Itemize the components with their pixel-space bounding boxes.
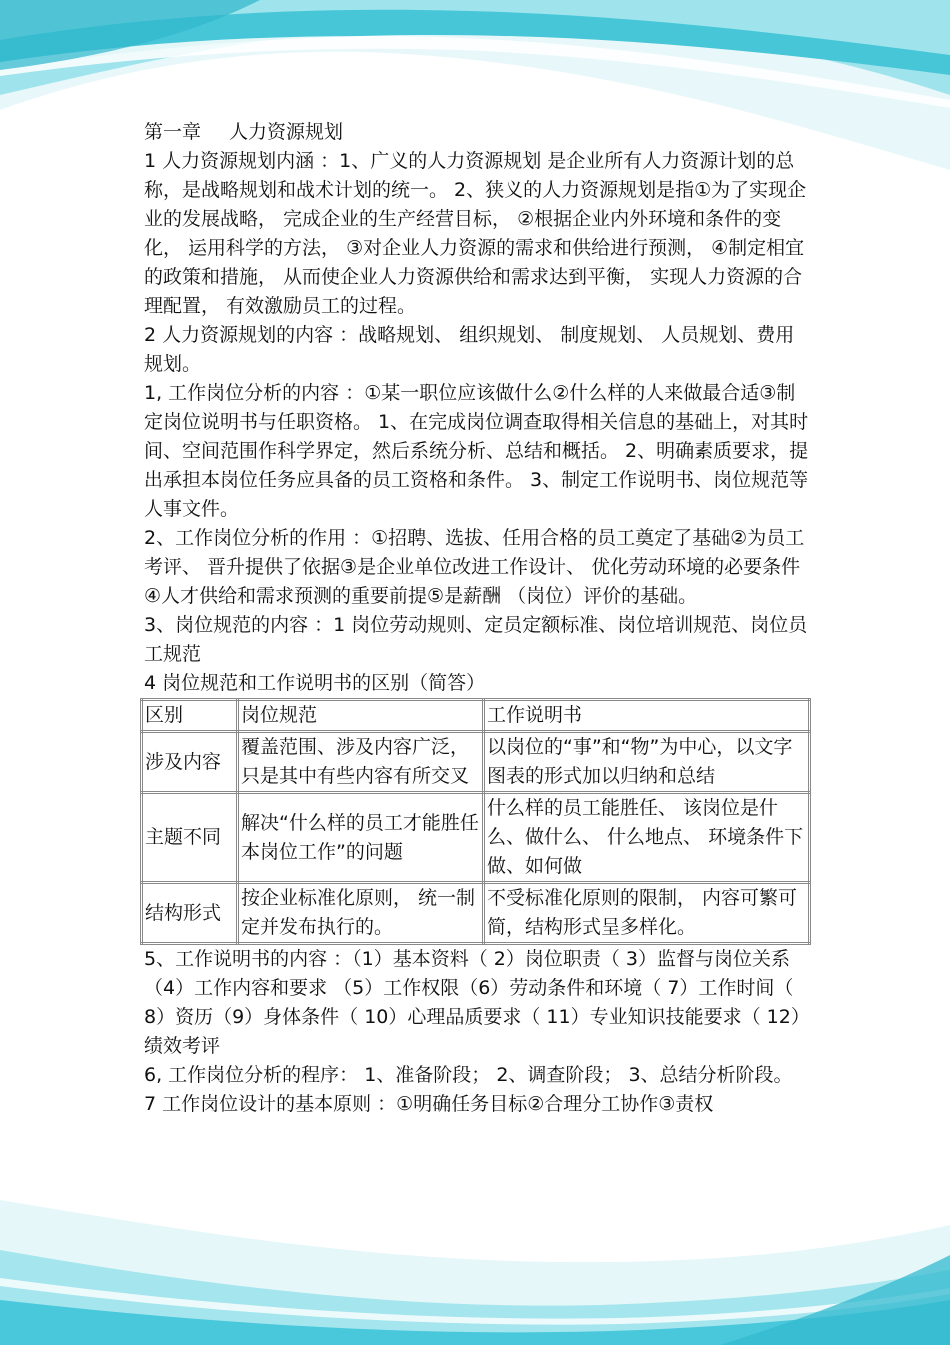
- table-header-cell: 区别: [142, 700, 238, 732]
- table-cell: 什么样的员工能胜任、 该岗位是什么、做什么、 什么地点、 环境条件下做、如何做: [484, 793, 810, 883]
- paragraph-hr-planning-definition: 1 人力资源规划内涵 ：1、广义的人力资源规划 是企业所有人力资源计划的总称，是战略规划和战术计划的统一。 2、狭义的人力资源规划是指①为了实现企业的发展战略， 完成企业的生产经营目标， ②根据企业内外环境和条件的变化， 运用科学的方法， ③对企业人力资源的需求和供给进行预测， ④制定相宜的政策和措施， 从而使企业人力资源供给和需求达到平衡， 实现人力资源的合理配置， 有效激励员工的过程。: [144, 150, 807, 317]
- paragraph-job-analysis-content: 1, 工作岗位分析的内容 ：①某一职位应该做什么②什么样的人来做最合适③制定岗位说明书与任职资格。 1、在完成岗位调查取得相关信息的基础上，对其时间、空间范围作科学界定，然后系统分析、总结和概括。 2、明确素质要求，提出承担本岗位任务应具备的员工资格和条件。 3、制定工作说明书、岗位规范等人事文件。: [144, 382, 809, 520]
- table-row: [142, 883, 810, 944]
- table-header-cell: 工作说明书: [484, 700, 810, 732]
- paragraph-job-design-principles: 7 工作岗位设计的基本原则 ：①明确任务目标②合理分工协作③责权: [144, 1093, 714, 1115]
- table-header-cell: 岗位规范: [238, 700, 484, 732]
- document-body: [144, 118, 810, 1119]
- paragraph-hr-planning-content: 2 人力资源规划的内容 ：战略规划、 组织规划、 制度规划、 人员规划、费用规划。: [144, 324, 795, 375]
- paragraph-table-caption: 4 岗位规范和工作说明书的区别（简答）: [144, 672, 486, 694]
- table-cell: 解决“什么样的员工才能胜任本岗位工作”的问题: [238, 793, 484, 883]
- table-header-row: [142, 700, 810, 732]
- paragraph-job-analysis-procedure: 6, 工作岗位分析的程序： 1、准备阶段； 2、调查阶段； 3、总结分析阶段。: [144, 1064, 793, 1086]
- table-row: [142, 732, 810, 793]
- table-cell: 覆盖范围、涉及内容广泛，只是其中有些内容有所交叉: [238, 732, 484, 793]
- comparison-table: [140, 698, 811, 945]
- paragraph-job-description-content: 5、工作说明书的内容 ：（1）基本资料（ 2）岗位职责（ 3）监督与岗位关系 （4）工作内容和要求 （5）工作权限（6）劳动条件和环境（ 7）工作时间（ 8）资历（9）身体条件（ 10）心理品质要求（ 11）专业知识技能要求（ 12）绩效考评: [144, 948, 810, 1057]
- table-cell: 结构形式: [142, 883, 238, 944]
- table-cell: 主题不同: [142, 793, 238, 883]
- paragraph-job-spec-content: 3、岗位规范的内容 ：1 岗位劳动规则、定员定额标准、岗位培训规范、岗位员工规范: [144, 614, 808, 665]
- chapter-title: 第一章 人力资源规划: [144, 121, 344, 143]
- paragraph-job-analysis-role: 2、工作岗位分析的作用 ：①招聘、选拔、任用合格的员工奠定了基础②为员工考评、 晋升提供了依据③是企业单位改进工作设计、 优化劳动环境的必要条件④人才供给和需求预测的重要前提⑤是薪酬 （岗位）评价的基础。: [144, 527, 805, 607]
- table-cell: 不受标准化原则的限制， 内容可繁可简，结构形式呈多样化。: [484, 883, 810, 944]
- table-cell: 涉及内容: [142, 732, 238, 793]
- table-cell: 以岗位的“事”和“物”为中心，以文字图表的形式加以归纳和总结: [484, 732, 810, 793]
- table-cell: 按企业标准化原则， 统一制定并发布执行的。: [238, 883, 484, 944]
- table-row: [142, 793, 810, 883]
